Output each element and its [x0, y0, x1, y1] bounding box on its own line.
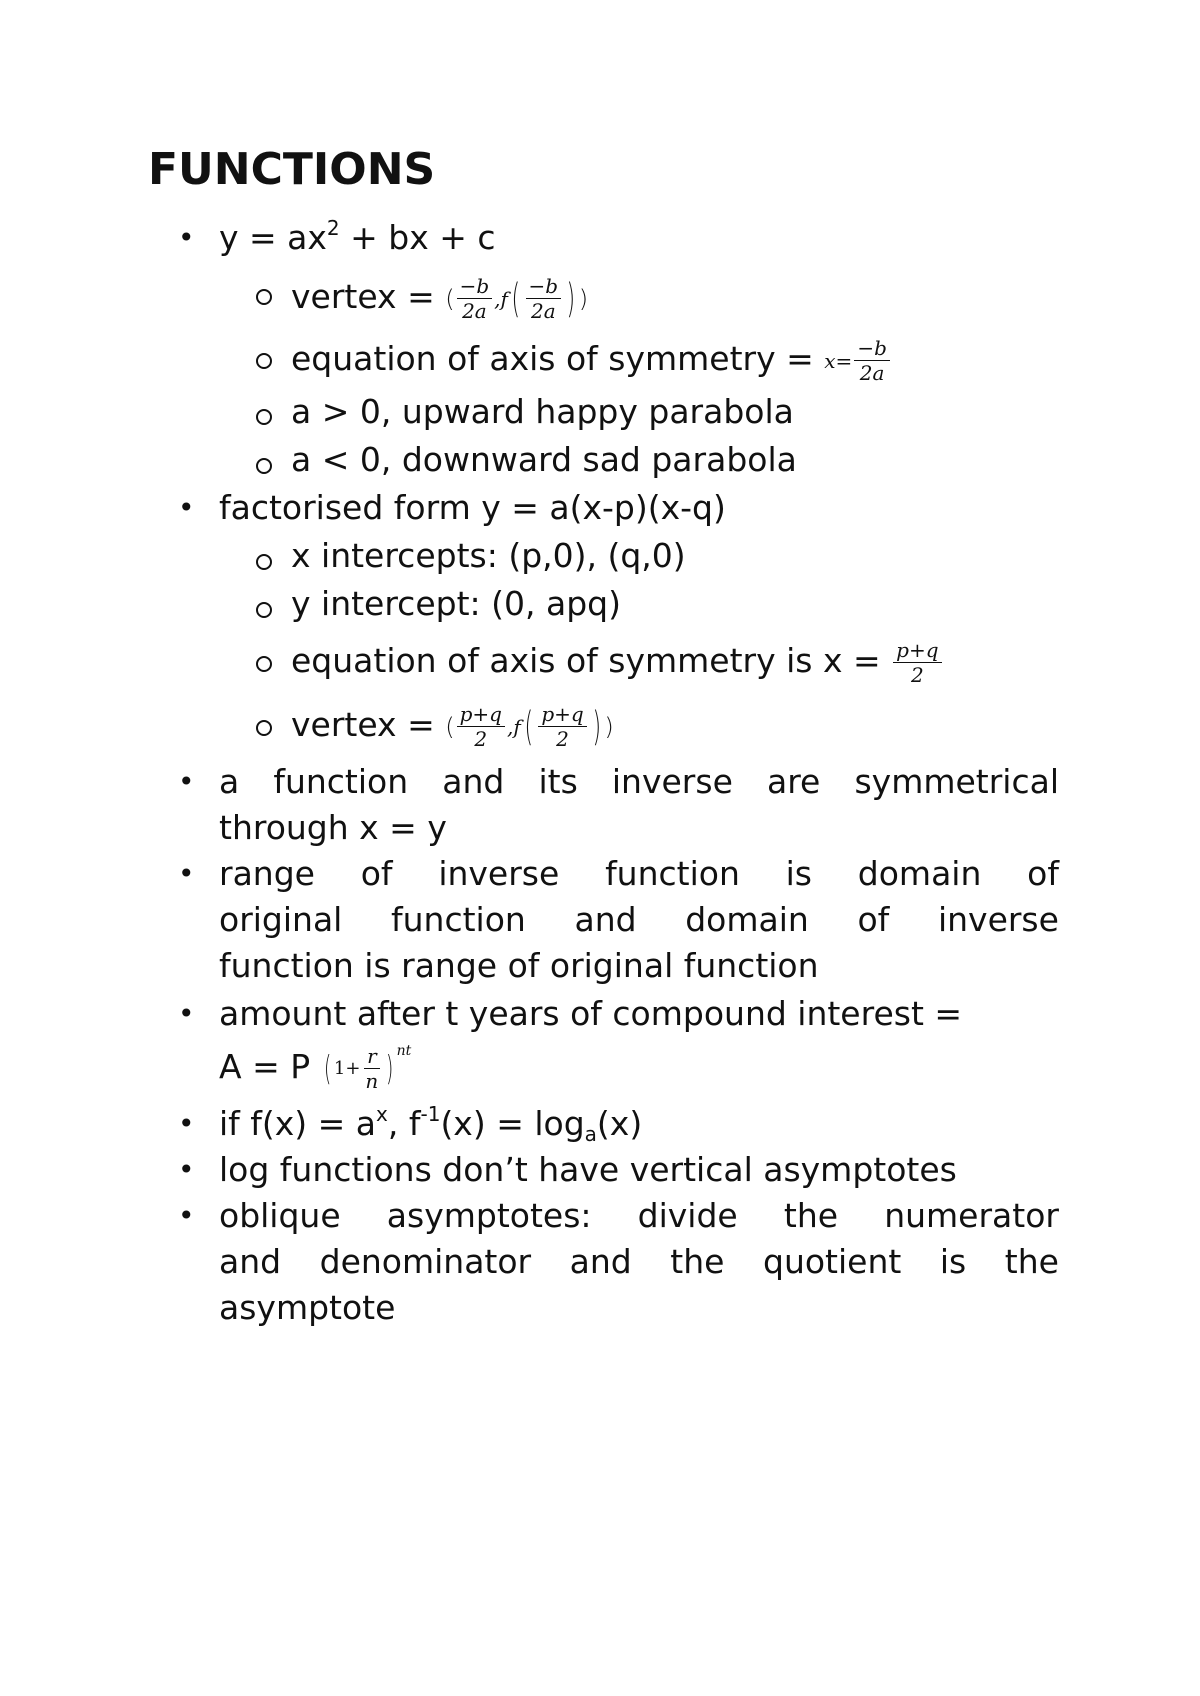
- log-inverse-mid2: (x) = log: [440, 1104, 585, 1143]
- word: inverse: [611, 762, 733, 801]
- word: oblique: [219, 1196, 341, 1235]
- sublist-item-axis: [291, 338, 892, 383]
- circle-bullet-icon: [256, 458, 272, 474]
- inverse-line-2: through x = y: [219, 808, 447, 847]
- oblique-line-1: [219, 1196, 1059, 1236]
- word: are: [766, 762, 821, 801]
- word: the: [783, 1196, 839, 1235]
- bullet-icon: •: [178, 1107, 195, 1140]
- exponent: 2: [326, 216, 340, 240]
- word: domain: [685, 900, 809, 939]
- list-item-factorised: factorised form y = a(x-p)(x-q): [219, 488, 726, 527]
- function-symbol: f: [513, 714, 521, 739]
- word: the: [670, 1242, 725, 1281]
- list-item-log-inverse: [219, 1104, 642, 1144]
- frac-numerator: −b: [457, 276, 493, 299]
- frac-denominator: 2: [910, 663, 924, 687]
- word: of: [857, 900, 890, 939]
- frac-numerator: p+q: [893, 640, 941, 663]
- frac-numerator: r: [364, 1046, 380, 1069]
- page-title: FUNCTIONS: [148, 144, 436, 195]
- range-line-1: [219, 854, 1059, 894]
- log-base: a: [584, 1122, 597, 1146]
- compound-exponent: nt: [396, 1043, 412, 1059]
- oblique-line-2: [219, 1242, 1059, 1282]
- frac-denominator: 2a: [859, 361, 885, 385]
- bullet-icon: •: [178, 221, 195, 254]
- word: quotient: [763, 1242, 902, 1281]
- vertex-formula: ( $\frac{-b}{2a}$ , f ( $\frac{-b}{2a}$ ) ): [445, 274, 589, 323]
- word: its: [538, 762, 578, 801]
- word: a: [219, 762, 240, 801]
- sublist-item-downward: a < 0, downward sad parabola: [291, 440, 797, 479]
- quadratic-text: y = ax: [219, 218, 327, 257]
- word: and: [219, 1242, 282, 1281]
- list-item-quadratic: [219, 218, 496, 258]
- compound-formula: [219, 1043, 412, 1093]
- log-inverse-post: (x): [596, 1104, 643, 1143]
- circle-bullet-icon: [256, 656, 272, 672]
- axis-factorised-label: equation of axis of symmetry is x =: [291, 641, 881, 680]
- log-inverse-pre: if f(x) = a: [219, 1104, 377, 1143]
- sublist-item-vertex: [291, 276, 588, 321]
- word: numerator: [884, 1196, 1059, 1235]
- frac-numerator: p+q: [538, 704, 586, 727]
- word: the: [1004, 1242, 1059, 1281]
- quadratic-tail: + bx + c: [339, 218, 496, 257]
- sublist-item-vertex-factorised: [291, 704, 614, 749]
- circle-bullet-icon: [256, 602, 272, 618]
- superscript-x: x: [376, 1102, 388, 1126]
- bullet-icon: •: [178, 491, 195, 524]
- bullet-icon: •: [178, 1199, 195, 1232]
- frac-denominator: 2a: [531, 299, 556, 323]
- sublist-item-x-intercepts: x intercepts: (p,0), (q,0): [291, 536, 686, 575]
- bullet-icon: •: [178, 857, 195, 890]
- circle-bullet-icon: [256, 720, 272, 736]
- bullet-icon: •: [178, 765, 195, 798]
- bullet-icon: •: [178, 997, 195, 1030]
- word: and: [442, 762, 505, 801]
- word: divide: [637, 1196, 738, 1235]
- word: function: [273, 762, 409, 801]
- word: of: [1027, 854, 1059, 893]
- word: range: [219, 854, 315, 893]
- frac-denominator: 2a: [462, 299, 487, 323]
- axis-lhs: x=: [824, 348, 853, 373]
- inverse-line-1: [219, 762, 1059, 802]
- word: inverse: [937, 900, 1059, 939]
- vertex-factorised-label: vertex =: [291, 705, 435, 744]
- circle-bullet-icon: [256, 409, 272, 425]
- axis-formula: [824, 338, 892, 383]
- word: original: [219, 900, 343, 939]
- word: is: [785, 854, 813, 893]
- function-symbol: f: [500, 286, 508, 311]
- word: and: [574, 900, 637, 939]
- frac-denominator: 2: [474, 727, 488, 751]
- range-line-3: function is range of original function: [219, 946, 819, 985]
- vertex-label: vertex =: [291, 277, 435, 316]
- frac-numerator: p+q: [457, 704, 505, 727]
- word: denominator: [319, 1242, 532, 1281]
- sublist-item-y-intercept: y intercept: (0, apq): [291, 584, 621, 623]
- axis-label: equation of axis of symmetry =: [291, 339, 814, 378]
- oblique-line-3: asymptote: [219, 1288, 396, 1327]
- circle-bullet-icon: [256, 554, 272, 570]
- range-line-2: [219, 900, 1059, 940]
- compound-math: ( 1+ $\frac{r}{n}$ ) nt: [323, 1043, 412, 1093]
- word: symmetrical: [854, 762, 1059, 801]
- frac-numerator: −b: [854, 338, 890, 361]
- frac-numerator: −b: [526, 276, 562, 299]
- log-inverse-mid: , f: [387, 1104, 421, 1143]
- vertex-factorised-formula: ( $\frac{p+q}{2}$ , f ( $\frac{p+q}{2}$ ) ): [445, 702, 614, 751]
- frac-denominator: n: [365, 1069, 379, 1093]
- superscript-inverse: -1: [420, 1102, 441, 1126]
- word: of: [360, 854, 393, 893]
- word: is: [939, 1242, 967, 1281]
- word: inverse: [438, 854, 560, 893]
- axis-factorised-formula: [891, 640, 943, 685]
- word: domain: [857, 854, 982, 893]
- sublist-item-upward: a > 0, upward happy parabola: [291, 392, 794, 431]
- frac-denominator: 2: [556, 727, 569, 751]
- compound-line-1: amount after t years of compound interest =: [219, 994, 963, 1033]
- circle-bullet-icon: [256, 289, 272, 305]
- word: function: [605, 854, 740, 893]
- compound-lhs: A = P: [219, 1047, 311, 1086]
- word: and: [569, 1242, 632, 1281]
- circle-bullet-icon: [256, 353, 272, 369]
- list-item-log-asymptotes: log functions don’t have vertical asymptotes: [219, 1150, 957, 1189]
- word: function: [391, 900, 526, 939]
- bullet-icon: •: [178, 1153, 195, 1186]
- word: asymptotes:: [386, 1196, 592, 1235]
- sublist-item-axis-factorised: [291, 640, 944, 685]
- compound-one-plus: 1+: [333, 1057, 361, 1079]
